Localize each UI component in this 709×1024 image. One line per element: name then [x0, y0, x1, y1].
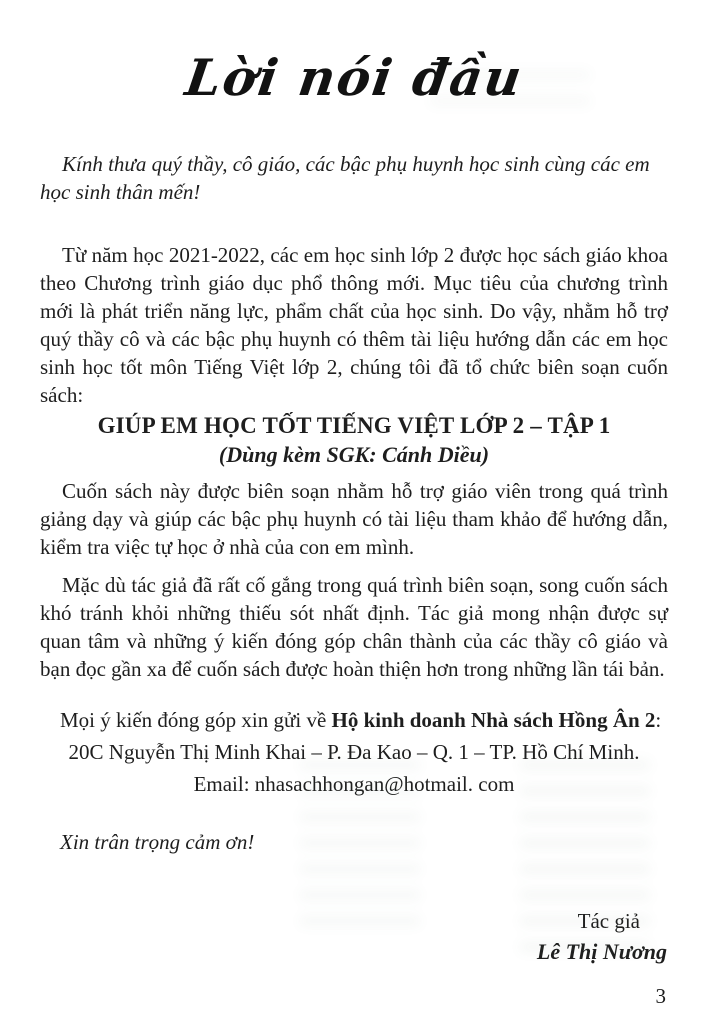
publisher-name: Hộ kinh doanh Nhà sách Hồng Ân 2: [331, 708, 656, 732]
publisher-address: 20C Nguyễn Thị Minh Khai – P. Đa Kao – Q. 1 – TP. Hồ Chí Minh.: [68, 740, 640, 764]
page-number: 3: [655, 984, 666, 1008]
signature-block: [40, 906, 668, 968]
feedback-line: [40, 704, 668, 736]
preface-heading: [40, 36, 668, 114]
preface-heading-text: Lời nói đầu: [181, 48, 527, 107]
closing-line: Xin trân trọng cảm ơn!: [60, 830, 255, 854]
contact-block: [40, 704, 668, 800]
feedback-line-prefix: Mọi ý kiến đóng góp xin gửi về: [60, 708, 332, 732]
salutation-paragraph: Kính thưa quý thầy, cô giáo, các bậc phụ huynh học sinh cùng các em học sinh thân mến!: [40, 152, 650, 204]
publisher-email: Email: nhasachhongan@hotmail. com: [193, 772, 515, 796]
book-title: GIÚP EM HỌC TỐT TIẾNG VIỆT LỚP 2 – TẬP 1: [97, 413, 611, 438]
author-role: Tác giả: [577, 909, 640, 933]
purpose-paragraph: Cuốn sách này được biên soạn nhằm hỗ trợ giáo viên trong quá trình giảng dạy và giúp các bậc phụ huynh có tài liệu tham khảo để hướng dẫn, kiểm tra việc tự học ở nhà của con em mình.: [40, 479, 668, 559]
apology-paragraph: Mặc dù tác giả đã rất cố gắng trong quá trình biên soạn, song cuốn sách khó tránh khỏi những thiếu sót nhất định. Tác giả mong nhận được sự quan tâm và những ý kiến đóng góp chân thành của các thầy cô giáo và bạn đọc gần xa để cuốn sách được hoàn thiện hơn trong những lần tái bản.: [40, 573, 668, 681]
author-name: Lê Thị Nương: [536, 939, 667, 964]
intro-paragraph: Từ năm học 2021-2022, các em học sinh lớp 2 được học sách giáo khoa theo Chương trình giáo dục phổ thông mới. Mục tiêu của chương trình mới là phát triển năng lực, phẩm chất của học sinh. Do vậy, nhằm hỗ trợ quý thầy cô và các bậc phụ huynh có thêm tài liệu hướng dẫn các em học sinh học tốt môn Tiếng Việt lớp 2, chúng tôi đã tổ chức biên soạn cuốn sách:: [40, 243, 668, 407]
feedback-line-suffix: :: [655, 708, 662, 732]
book-subtitle: (Dùng kèm SGK: Cánh Diều): [218, 442, 490, 467]
